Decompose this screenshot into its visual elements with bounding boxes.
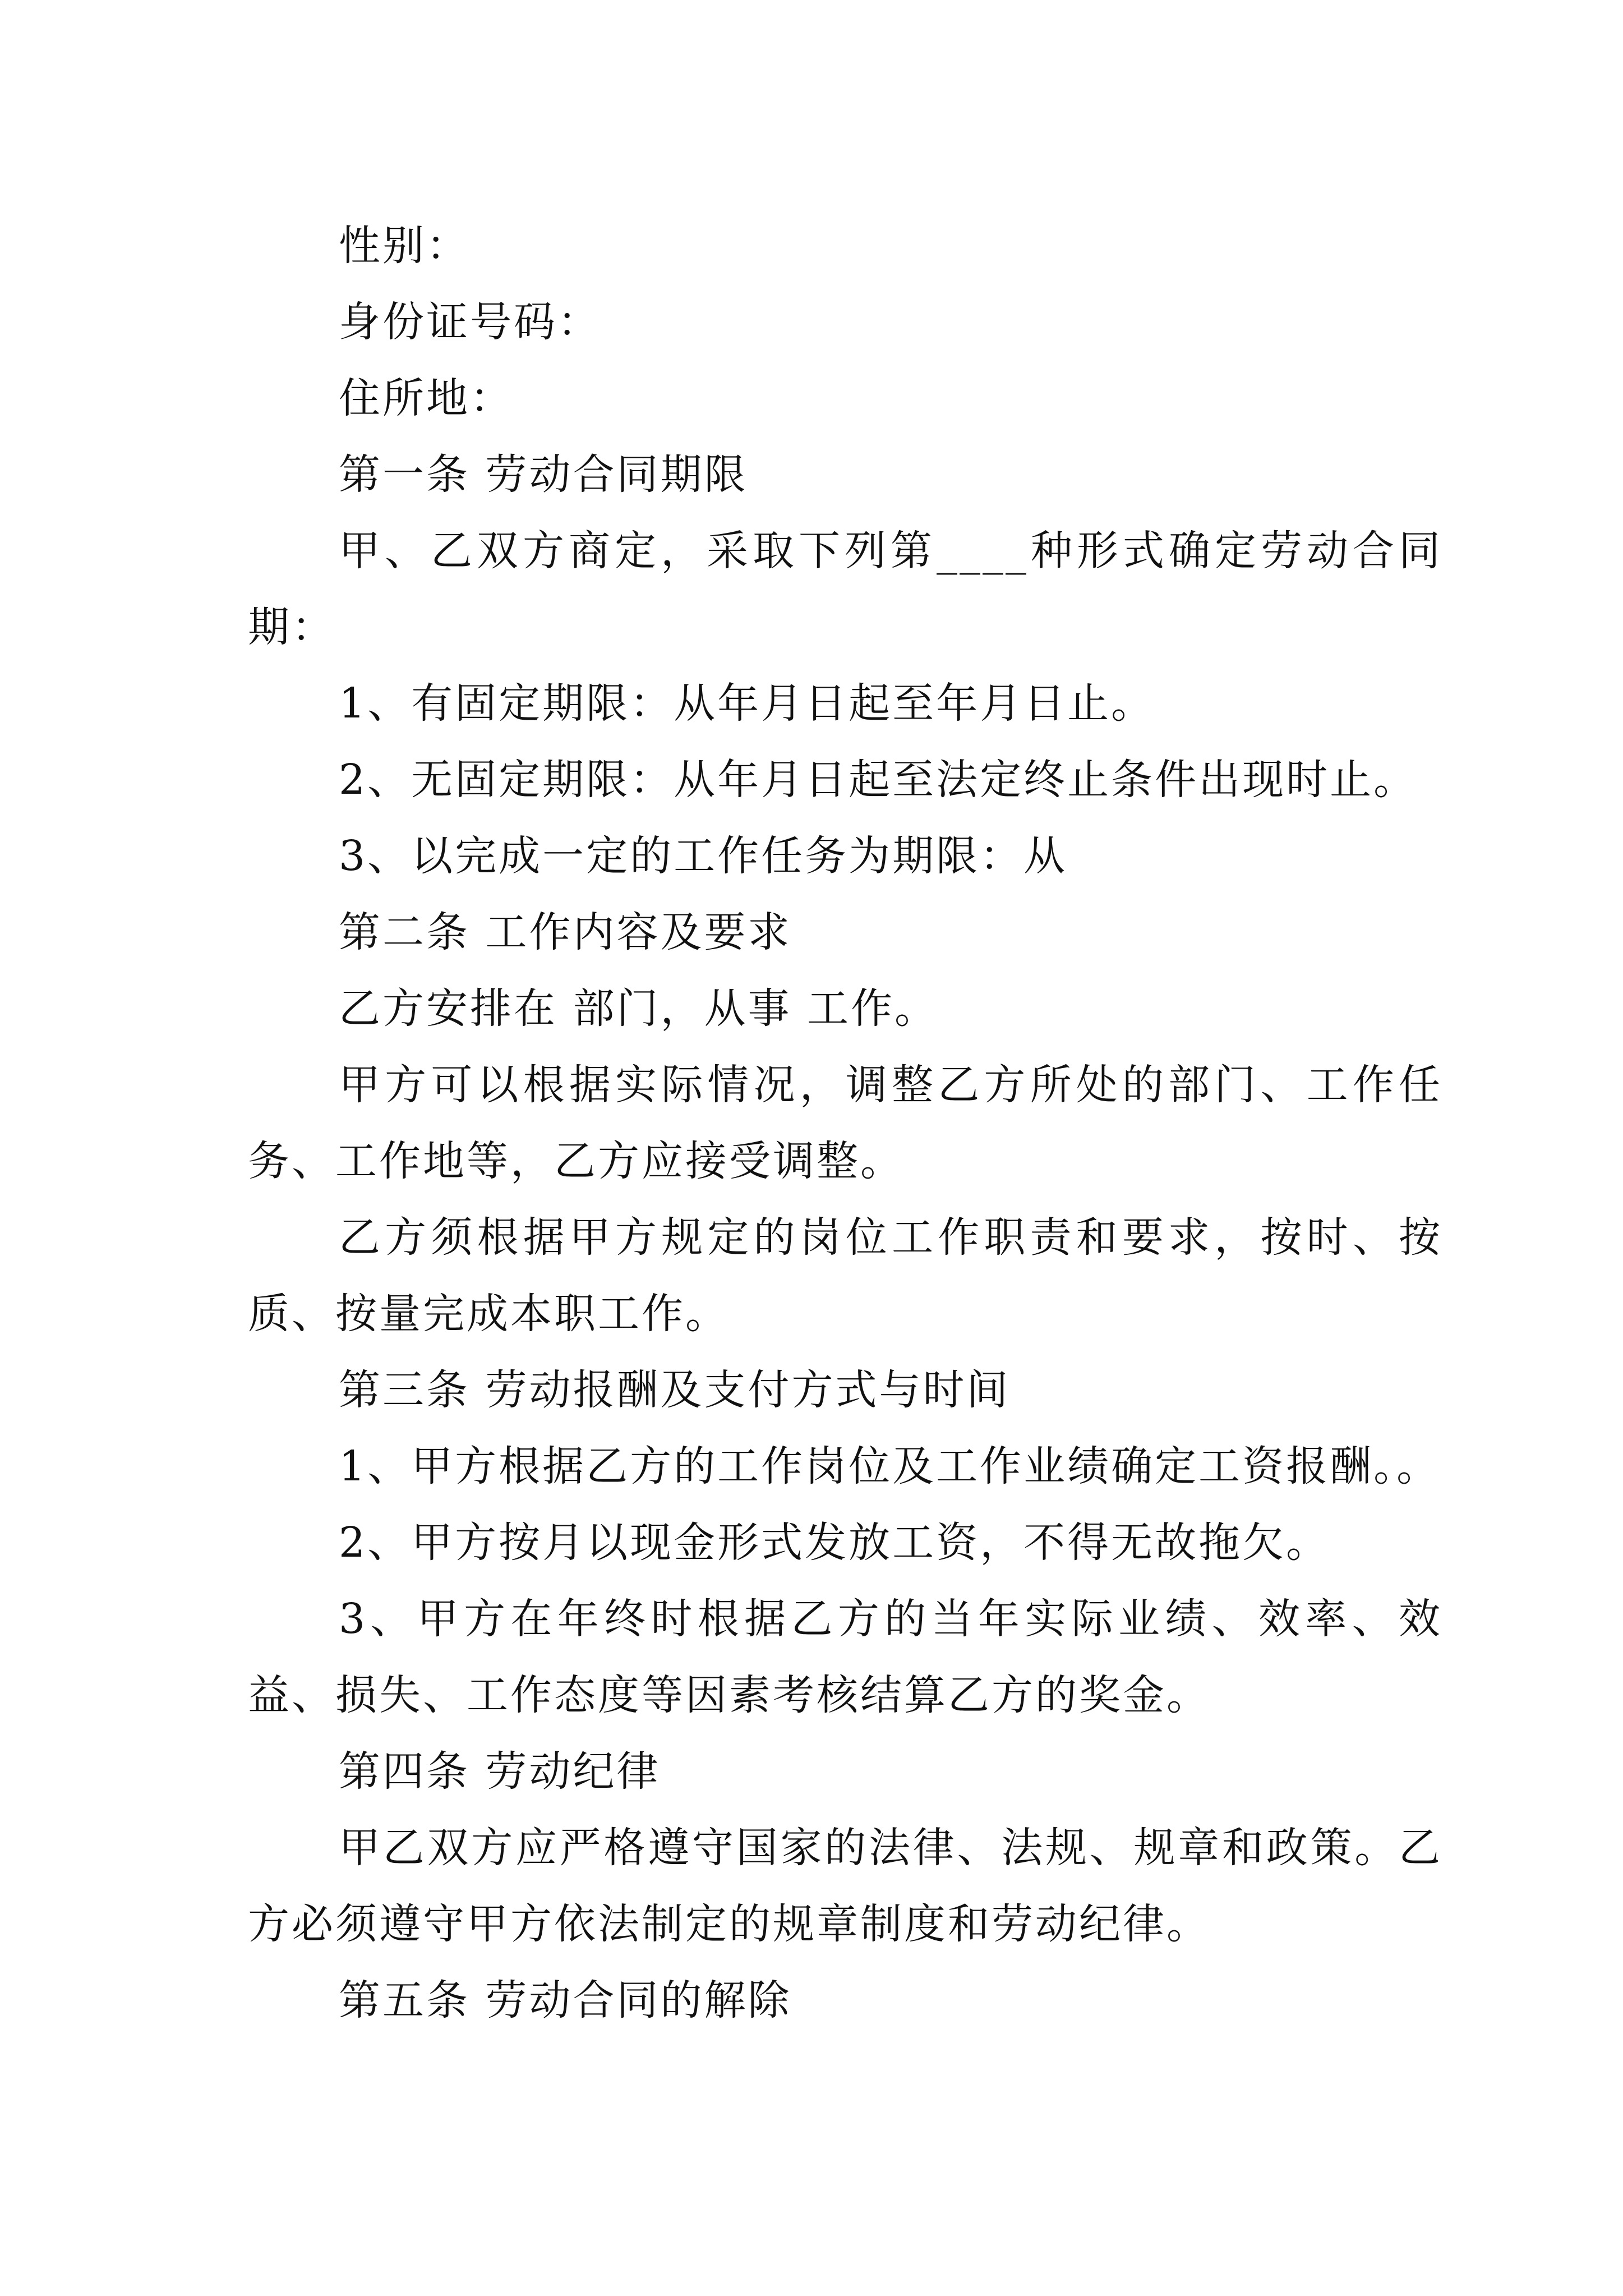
article-4-paragraph-1: 甲乙双方应严格遵守国家的法律、法规、规章和政策。乙方必须遵守甲方依法制定的规章制度和劳动纪律。 [248, 1824, 1442, 1948]
article-1-intro: 甲、乙双方商定，采取下列第____种形式确定劳动合同期： [248, 527, 1442, 651]
article-3-item-1: 1、甲方根据乙方的工作岗位及工作业绩确定工资报酬。。 [339, 1442, 1441, 1490]
article-2-paragraph-3: 乙方须根据甲方规定的岗位工作职责和要求，按时、按质、按量完成本职工作。 [248, 1213, 1442, 1338]
article-1-item-1: 1、有固定期限：从年月日起至年月日止。 [339, 679, 1155, 728]
article-2-paragraph-1: 乙方安排在 部门，从事 工作。 [339, 984, 939, 1033]
article-3-heading: 第三条 劳动报酬及支付方式与时间 [339, 1366, 1011, 1414]
field-gender: 性别： [339, 222, 470, 270]
article-2-paragraph-2: 甲方可以根据实际情况，调整乙方所处的部门、工作任务、工作地等，乙方应接受调整。 [248, 1061, 1442, 1185]
article-1-item-2: 2、无固定期限：从年月日起至法定终止条件出现时止。 [339, 756, 1418, 804]
field-address: 住所地： [339, 374, 514, 422]
article-1-item-3: 3、以完成一定的工作任务为期限：从 [339, 832, 1068, 880]
article-3-item-3: 3、甲方在年终时根据乙方的当年实际业绩、效率、效益、损失、工作态度等因素考核结算乙方的奖金。 [248, 1595, 1442, 1719]
article-1-heading: 第一条 劳动合同期限 [339, 450, 748, 499]
article-2-heading: 第二条 工作内容及要求 [339, 908, 792, 956]
article-5-heading: 第五条 劳动合同的解除 [339, 1976, 792, 2024]
document-body [248, 208, 1442, 2039]
field-id-number: 身份证号码： [339, 298, 601, 346]
article-4-heading: 第四条 劳动纪律 [339, 1747, 661, 1796]
article-3-item-2: 2、甲方按月以现金形式发放工资，不得无故拖欠。 [339, 1519, 1330, 1567]
